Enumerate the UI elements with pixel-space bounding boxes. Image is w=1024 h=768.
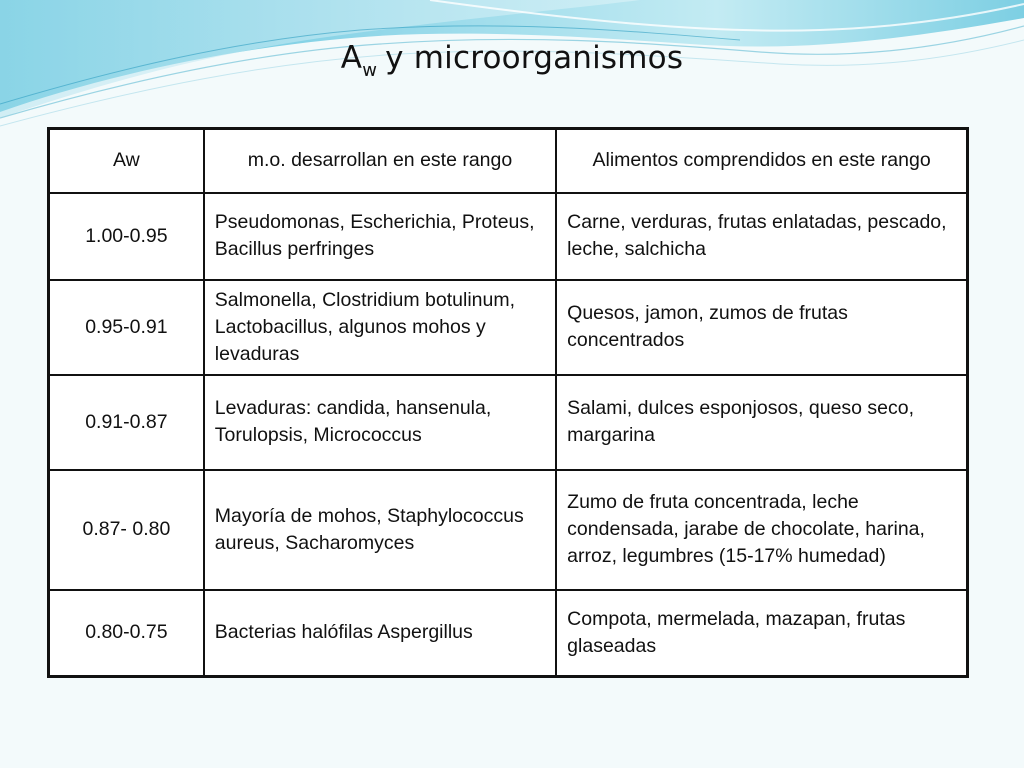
slide-title (0, 40, 1024, 81)
header-microorganisms: m.o. desarrollan en este rango (204, 129, 556, 193)
cell-foods: Quesos, jamon, zumos de frutas concentrados (556, 280, 967, 375)
cell-foods: Carne, verduras, frutas enlatadas, pescado, leche, salchicha (556, 193, 967, 280)
cell-microorganisms: Salmonella, Clostridium botulinum, Lactobacillus, algunos mohos y levaduras (204, 280, 556, 375)
table-header-row (49, 129, 968, 193)
cell-aw: 1.00-0.95 (49, 193, 204, 280)
table-row (49, 280, 968, 375)
aw-microorganisms-table (47, 127, 969, 678)
title-rest: y microorganismos (385, 40, 684, 76)
cell-foods: Zumo de fruta concentrada, leche condensada, jarabe de chocolate, harina, arroz, legumbres (15-17% humedad) (556, 470, 967, 590)
cell-microorganisms: Levaduras: candida, hansenula, Torulopsis, Micrococcus (204, 375, 556, 470)
table-row (49, 193, 968, 280)
table-row (49, 375, 968, 470)
cell-aw: 0.91-0.87 (49, 375, 204, 470)
cell-foods: Compota, mermelada, mazapan, frutas glaseadas (556, 590, 967, 677)
cell-microorganisms: Bacterias halófilas Aspergillus (204, 590, 556, 677)
header-aw: Aw (49, 129, 204, 193)
header-foods: Alimentos comprendidos en este rango (556, 129, 967, 193)
table-row (49, 590, 968, 677)
cell-aw: 0.87- 0.80 (49, 470, 204, 590)
cell-foods: Salami, dulces esponjosos, queso seco, margarina (556, 375, 967, 470)
cell-microorganisms: Mayoría de mohos, Staphylococcus aureus, Sacharomyces (204, 470, 556, 590)
title-subscript: w (362, 60, 378, 81)
cell-aw: 0.80-0.75 (49, 590, 204, 677)
cell-microorganisms: Pseudomonas, Escherichia, Proteus, Bacillus perfringes (204, 193, 556, 280)
table-row (49, 470, 968, 590)
title-a: A (340, 40, 363, 76)
cell-aw: 0.95-0.91 (49, 280, 204, 375)
